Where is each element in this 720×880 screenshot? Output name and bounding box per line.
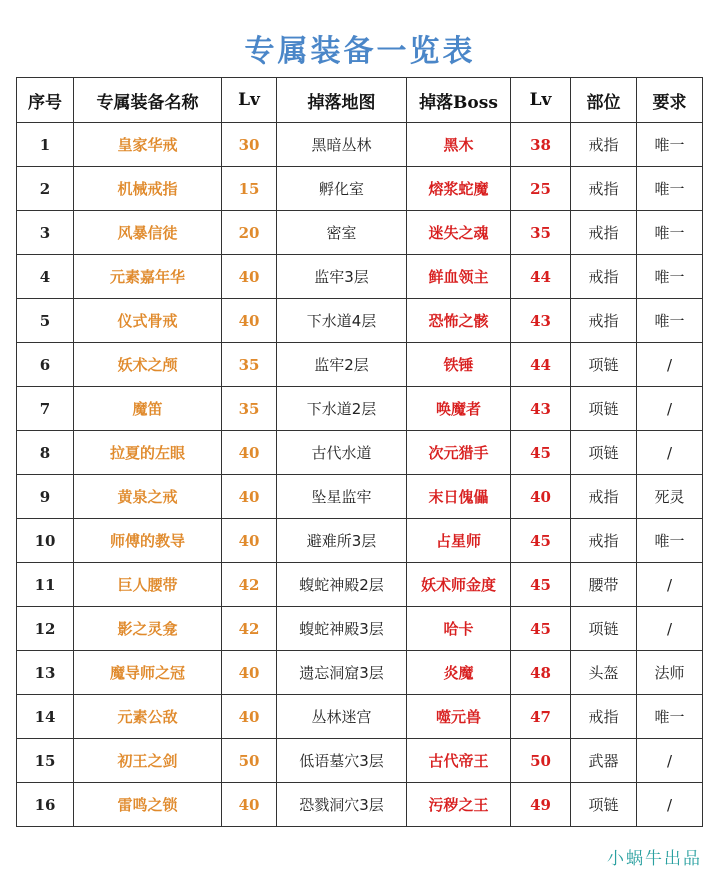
cell-slot: 戒指 (571, 211, 637, 255)
cell-slot: 戒指 (571, 475, 637, 519)
cell-equip-lv: 40 (222, 255, 277, 299)
cell-boss-lv: 35 (511, 211, 571, 255)
cell-equip-name: 黄泉之戒 (74, 475, 222, 519)
cell-drop-map: 古代水道 (277, 431, 407, 475)
cell-boss-lv: 44 (511, 343, 571, 387)
cell-drop-boss: 唤魔者 (407, 387, 511, 431)
cell-requirement: 唯一 (637, 519, 703, 563)
cell-boss-lv: 50 (511, 739, 571, 783)
table-row (17, 255, 703, 299)
cell-requirement: 死灵 (637, 475, 703, 519)
cell-drop-boss: 污秽之王 (407, 783, 511, 827)
cell-requirement: / (637, 387, 703, 431)
cell-equip-lv: 50 (222, 739, 277, 783)
cell-equip-lv: 42 (222, 563, 277, 607)
footer-credit: 小蜗牛出品 (607, 849, 702, 869)
cell-index: 8 (17, 431, 74, 475)
cell-equip-name: 皇家华戒 (74, 123, 222, 167)
page-title: 专属装备一览表 (244, 34, 476, 69)
cell-index: 14 (17, 695, 74, 739)
cell-requirement: / (637, 783, 703, 827)
table-row (17, 783, 703, 827)
cell-requirement: 唯一 (637, 255, 703, 299)
equipment-table (16, 77, 703, 827)
cell-slot: 戒指 (571, 519, 637, 563)
cell-requirement: 唯一 (637, 695, 703, 739)
cell-drop-boss: 末日傀儡 (407, 475, 511, 519)
table-row (17, 387, 703, 431)
cell-requirement: 唯一 (637, 299, 703, 343)
cell-slot: 项链 (571, 387, 637, 431)
cell-equip-lv: 40 (222, 519, 277, 563)
cell-drop-map: 下水道4层 (277, 299, 407, 343)
header-equip-name: 专属装备名称 (74, 78, 222, 123)
cell-boss-lv: 40 (511, 475, 571, 519)
cell-requirement: / (637, 343, 703, 387)
cell-drop-map: 恐戮洞穴3层 (277, 783, 407, 827)
cell-slot: 武器 (571, 739, 637, 783)
cell-boss-lv: 45 (511, 519, 571, 563)
cell-drop-map: 丛林迷宫 (277, 695, 407, 739)
cell-slot: 项链 (571, 431, 637, 475)
cell-equip-lv: 40 (222, 651, 277, 695)
cell-drop-map: 监牢2层 (277, 343, 407, 387)
cell-boss-lv: 44 (511, 255, 571, 299)
cell-equip-lv: 40 (222, 783, 277, 827)
cell-drop-boss: 迷失之魂 (407, 211, 511, 255)
cell-equip-lv: 30 (222, 123, 277, 167)
cell-drop-map: 避难所3层 (277, 519, 407, 563)
cell-slot: 项链 (571, 343, 637, 387)
cell-drop-map: 孵化室 (277, 167, 407, 211)
cell-equip-lv: 35 (222, 387, 277, 431)
cell-equip-name: 魔导师之冠 (74, 651, 222, 695)
header-slot: 部位 (571, 78, 637, 123)
table-row (17, 475, 703, 519)
cell-index: 3 (17, 211, 74, 255)
table-row (17, 519, 703, 563)
cell-equip-name: 风暴信徒 (74, 211, 222, 255)
cell-drop-map: 下水道2层 (277, 387, 407, 431)
cell-index: 7 (17, 387, 74, 431)
cell-drop-map: 密室 (277, 211, 407, 255)
cell-index: 12 (17, 607, 74, 651)
cell-drop-boss: 占星师 (407, 519, 511, 563)
cell-equip-lv: 20 (222, 211, 277, 255)
cell-boss-lv: 38 (511, 123, 571, 167)
cell-equip-name: 巨人腰带 (74, 563, 222, 607)
cell-equip-name: 妖术之颅 (74, 343, 222, 387)
cell-equip-name: 师傅的教导 (74, 519, 222, 563)
cell-index: 6 (17, 343, 74, 387)
table-body (17, 123, 703, 827)
cell-slot: 头盔 (571, 651, 637, 695)
cell-equip-lv: 42 (222, 607, 277, 651)
cell-slot: 腰带 (571, 563, 637, 607)
cell-index: 9 (17, 475, 74, 519)
table-row (17, 299, 703, 343)
cell-requirement: 唯一 (637, 167, 703, 211)
cell-slot: 项链 (571, 783, 637, 827)
cell-drop-boss: 次元猎手 (407, 431, 511, 475)
cell-index: 15 (17, 739, 74, 783)
cell-drop-boss: 恐怖之骸 (407, 299, 511, 343)
table-row (17, 651, 703, 695)
cell-equip-lv: 35 (222, 343, 277, 387)
cell-index: 13 (17, 651, 74, 695)
cell-drop-map: 监牢3层 (277, 255, 407, 299)
cell-equip-lv: 15 (222, 167, 277, 211)
cell-drop-map: 黑暗丛林 (277, 123, 407, 167)
cell-drop-boss: 熔浆蛇魔 (407, 167, 511, 211)
cell-slot: 项链 (571, 607, 637, 651)
cell-boss-lv: 48 (511, 651, 571, 695)
cell-equip-name: 拉夏的左眼 (74, 431, 222, 475)
cell-requirement: 唯一 (637, 211, 703, 255)
cell-requirement: / (637, 607, 703, 651)
cell-boss-lv: 47 (511, 695, 571, 739)
cell-index: 2 (17, 167, 74, 211)
cell-boss-lv: 43 (511, 299, 571, 343)
cell-slot: 戒指 (571, 123, 637, 167)
cell-slot: 戒指 (571, 255, 637, 299)
table-row (17, 167, 703, 211)
header-equip-lv: Lv (222, 78, 277, 123)
cell-requirement: 唯一 (637, 123, 703, 167)
cell-boss-lv: 45 (511, 607, 571, 651)
header-boss-lv: Lv (511, 78, 571, 123)
cell-slot: 戒指 (571, 695, 637, 739)
cell-requirement: / (637, 563, 703, 607)
table-row (17, 607, 703, 651)
cell-equip-lv: 40 (222, 299, 277, 343)
cell-drop-map: 蝮蛇神殿3层 (277, 607, 407, 651)
cell-equip-name: 仪式骨戒 (74, 299, 222, 343)
cell-requirement: / (637, 739, 703, 783)
header-requirement: 要求 (637, 78, 703, 123)
cell-equip-name: 影之灵龛 (74, 607, 222, 651)
cell-drop-boss: 鲜血领主 (407, 255, 511, 299)
cell-equip-name: 元素公敌 (74, 695, 222, 739)
cell-index: 5 (17, 299, 74, 343)
header-drop-map: 掉落地图 (277, 78, 407, 123)
cell-requirement: / (637, 431, 703, 475)
cell-index: 1 (17, 123, 74, 167)
cell-boss-lv: 43 (511, 387, 571, 431)
cell-boss-lv: 25 (511, 167, 571, 211)
cell-index: 4 (17, 255, 74, 299)
cell-drop-boss: 哈卡 (407, 607, 511, 651)
cell-drop-boss: 噬元兽 (407, 695, 511, 739)
table-header-row (17, 78, 703, 123)
cell-boss-lv: 45 (511, 431, 571, 475)
cell-drop-map: 遗忘洞窟3层 (277, 651, 407, 695)
cell-index: 16 (17, 783, 74, 827)
table-row (17, 563, 703, 607)
cell-drop-boss: 铁锤 (407, 343, 511, 387)
cell-equip-name: 元素嘉年华 (74, 255, 222, 299)
cell-boss-lv: 49 (511, 783, 571, 827)
cell-index: 10 (17, 519, 74, 563)
cell-index: 11 (17, 563, 74, 607)
table-row (17, 695, 703, 739)
cell-drop-boss: 黑木 (407, 123, 511, 167)
cell-drop-boss: 炎魔 (407, 651, 511, 695)
cell-equip-name: 初王之剑 (74, 739, 222, 783)
cell-drop-map: 低语墓穴3层 (277, 739, 407, 783)
cell-slot: 戒指 (571, 299, 637, 343)
cell-drop-map: 蝮蛇神殿2层 (277, 563, 407, 607)
table-row (17, 739, 703, 783)
header-drop-boss: 掉落Boss (407, 78, 511, 123)
table-row (17, 431, 703, 475)
cell-equip-lv: 40 (222, 695, 277, 739)
cell-equip-lv: 40 (222, 475, 277, 519)
cell-drop-boss: 古代帝王 (407, 739, 511, 783)
cell-equip-name: 机械戒指 (74, 167, 222, 211)
cell-requirement: 法师 (637, 651, 703, 695)
cell-equip-name: 雷鸣之锁 (74, 783, 222, 827)
table-row (17, 343, 703, 387)
cell-drop-boss: 妖术师金度 (407, 563, 511, 607)
table-row (17, 123, 703, 167)
cell-slot: 戒指 (571, 167, 637, 211)
cell-drop-map: 坠星监牢 (277, 475, 407, 519)
cell-boss-lv: 45 (511, 563, 571, 607)
table-row (17, 211, 703, 255)
cell-equip-name: 魔笛 (74, 387, 222, 431)
cell-equip-lv: 40 (222, 431, 277, 475)
header-index: 序号 (17, 78, 74, 123)
